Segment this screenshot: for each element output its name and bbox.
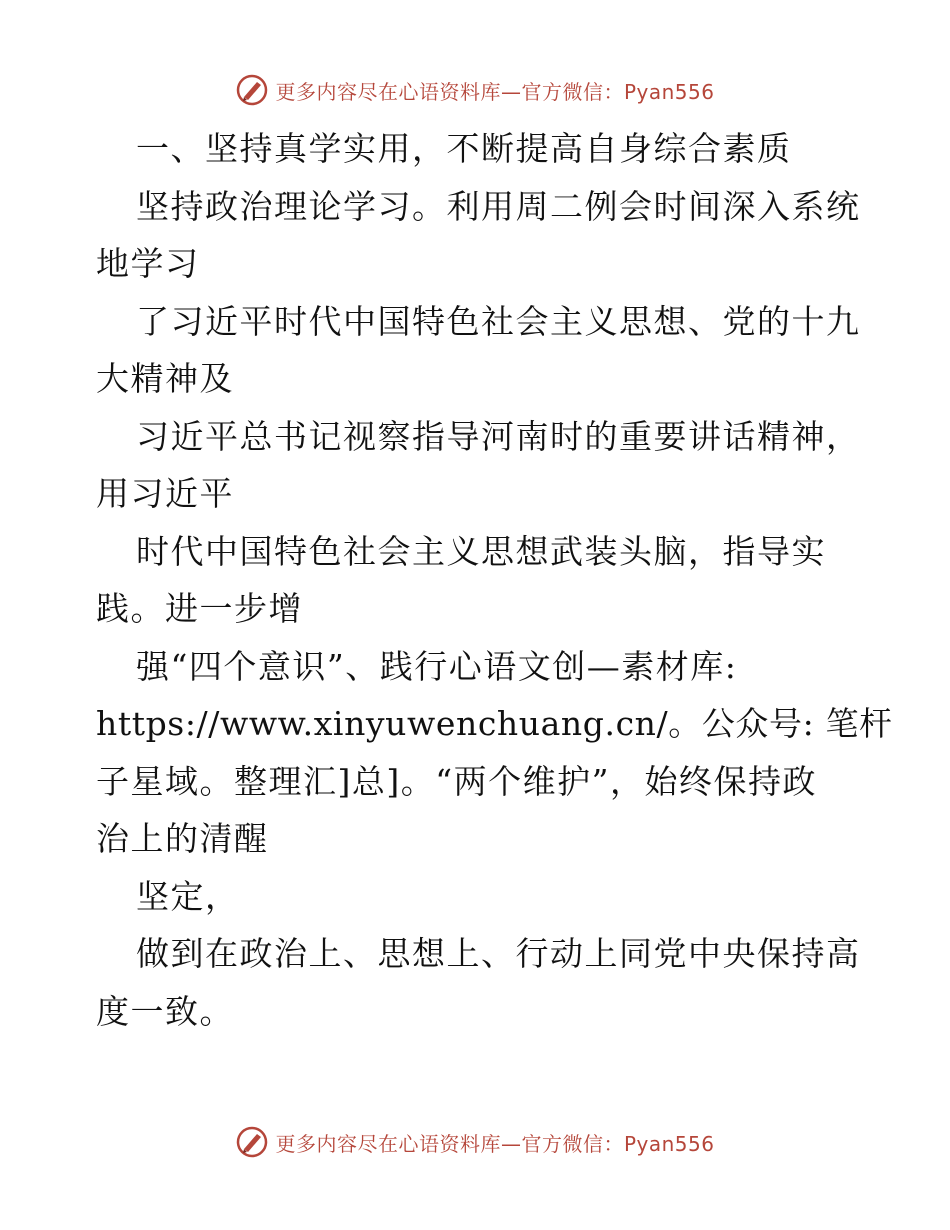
watermark-text: 更多内容尽在心语资料库—官方微信：Pyan556 [275,1131,715,1156]
paragraph-line: 习近平总书记视察指导河南时的重要讲话精神， [136,416,861,456]
paragraph-line: 强“四个意识”、践行心语文创—素材库: [136,646,738,686]
paragraph-line: 坚持政治理论学习。利用周二例会时间深入系统 [136,186,861,226]
paragraph-line: 用习近平 [96,474,234,513]
paragraph-line: 治上的清醒 [96,819,269,858]
paragraph-line: 度一致。 [96,991,234,1031]
paragraph-line: 时代中国特色社会主义思想武装头脑，指导实 [136,531,826,571]
paragraph-line: 大精神及 [96,359,234,398]
paragraph-line: 子星域。整理汇]总]。“两个维护”，始终保持政 [96,761,817,801]
paragraph-line: 践。进一步增 [96,589,303,628]
document-body [96,120,893,1040]
paragraph-line: 坚定， [136,876,240,916]
url-line: https://www.xinyuwenchuang.cn/。公众号: 笔杆 [96,704,893,743]
footer-watermark [0,1122,950,1162]
watermark-text: 更多内容尽在心语资料库—官方微信：Pyan556 [275,79,715,104]
pen-logo-icon [235,73,269,107]
paragraph-line: 了习近平时代中国特色社会主义思想、党的十九 [136,301,861,341]
header-watermark [0,70,950,110]
paragraph-line: 地学习 [96,244,200,283]
section-heading: 一、坚持真学实用，不断提高自身综合素质 [136,129,792,168]
pen-logo-icon [235,1125,269,1159]
paragraph-line: 做到在政治上、思想上、行动上同党中央保持高 [136,934,861,973]
